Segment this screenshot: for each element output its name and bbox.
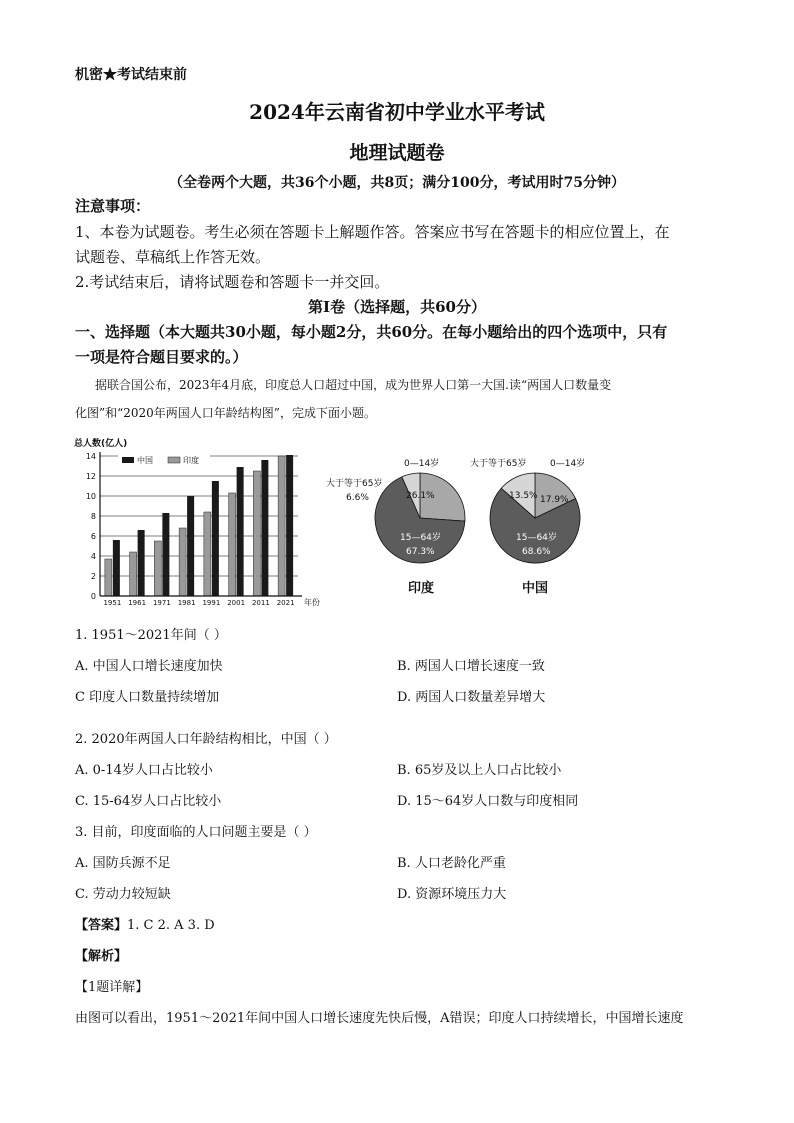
bar-china-1991 [212, 481, 219, 596]
part1-instruction-line-2: 一项是符合题目要求的。） [75, 348, 248, 366]
bar-chart-x-tick: 1981 [177, 599, 196, 607]
exam-scope: （全卷两个大题，共36个小题，共8页；满分100分，考试用时75分钟） [169, 175, 625, 191]
bar-india-1981 [179, 528, 186, 596]
bar-chart-x-tick: 2011 [251, 599, 270, 607]
india-label-0-14: 0—14岁 [404, 459, 440, 469]
answer-label: 【答案】 [75, 918, 128, 933]
bar-india-2021 [278, 456, 285, 596]
legend-china-swatch [122, 457, 134, 463]
china-value-65-plus: 13.5% [509, 491, 538, 501]
bar-india-1971 [154, 541, 161, 596]
intro-line-1: 据联合国公布，2023年4月底，印度总人口超过中国，成为世界人口第一大国.读“两国人口数量变 [95, 378, 612, 392]
legend-china-label: 中国 [137, 456, 153, 465]
legend-india-swatch [168, 457, 180, 463]
bar-chart-x-tick: 2021 [276, 599, 295, 607]
question-3-option-c: C. 劳动力较短缺 [75, 887, 171, 902]
population-bar-chart [72, 436, 332, 608]
notice-item-2: 2.考试结束后，请将试题卷和答题卡一并交回。 [75, 273, 390, 291]
answer-text: 1. C 2. A 3. D [127, 918, 215, 933]
question-2-option-b: B. 65岁及以上人口占比较小 [397, 763, 562, 778]
part1-instruction-line-1: 一、选择题（本大题共30小题，每小题2分，共60分。在每小题给出的四个选项中，只有 [75, 323, 668, 341]
exam-title: 2024年云南省初中学业水平考试 [249, 100, 545, 124]
legend-india-label: 印度 [183, 456, 199, 465]
india-value-65-plus: 6.6% [346, 493, 369, 503]
india-label-15-64: 15—64岁 [400, 533, 441, 543]
bar-chart-x-axis-label: 年份 [304, 598, 320, 607]
bar-chart-y-tick: 12 [85, 472, 96, 481]
india-pie-title: 印度 [408, 581, 435, 596]
analysis-label: 【解析】 [75, 949, 128, 964]
bar-chart-y-tick: 0 [90, 592, 96, 601]
question-2-option-d: D. 15～64岁人口数与印度相同 [397, 794, 579, 809]
bar-china-1981 [187, 496, 194, 596]
bar-india-1961 [130, 552, 137, 596]
notice-item-1-line-2: 试题卷、草稿纸上作答无效。 [75, 248, 271, 266]
question-2-option-a: A. 0-14岁人口占比较小 [75, 763, 213, 778]
question-2-stem: 2. 2020年两国人口年龄结构相比，中国（ ） [75, 732, 337, 747]
bar-china-1971 [162, 513, 169, 596]
bar-india-2011 [253, 471, 260, 596]
question-1-option-b: B. 两国人口增长速度一致 [397, 659, 545, 674]
bar-chart-x-tick: 1971 [152, 599, 171, 607]
notice-item-1-line-1: 1、本卷为试题卷。考生必须在答题卡上解题作答。答案应书写在答题卡的相应位置上，在 [75, 223, 670, 241]
china-pie-title: 中国 [522, 581, 549, 596]
china-value-15-64: 68.6% [522, 547, 551, 557]
bar-chart-y-tick: 6 [90, 532, 96, 541]
paper-subtitle: 地理试题卷 [349, 142, 445, 164]
part1-title: 第Ⅰ卷（选择题，共60分） [308, 298, 486, 316]
china-value-0-14: 17.9% [540, 495, 569, 505]
bar-india-1951 [105, 559, 112, 596]
bar-chart-y-tick: 8 [90, 512, 96, 521]
age-structure-pie-charts [320, 450, 610, 598]
question-3-option-b: B. 人口老龄化严重 [397, 856, 506, 871]
bar-china-1961 [138, 530, 145, 596]
bar-chart-y-tick: 10 [85, 492, 96, 501]
question-3-option-a: A. 国防兵源不足 [75, 856, 171, 871]
bar-india-1991 [204, 512, 211, 596]
bar-india-2001 [229, 493, 236, 596]
question-1-option-c: C 印度人口数量持续增加 [75, 690, 220, 705]
bar-chart-x-tick: 1961 [128, 599, 147, 607]
china-label-15-64: 15—64岁 [516, 533, 557, 543]
china-label-65-plus: 大于等于65岁 [470, 459, 527, 469]
question-1-option-a: A. 中国人口增长速度加快 [75, 659, 223, 674]
question-3-stem: 3. 目前，印度面临的人口问题主要是（ ） [75, 825, 317, 840]
bar-chart-x-tick: 1991 [202, 599, 221, 607]
question-1-stem: 1. 1951～2021年间（ ） [75, 628, 227, 643]
question-1-detail-label: 【1题详解】 [75, 980, 149, 995]
intro-line-2: 化图”和“2020年两国人口年龄结构图”，完成下面小题。 [75, 406, 376, 420]
question-1-option-d: D. 两国人口数量差异增大 [397, 690, 546, 705]
bar-china-1951 [113, 540, 120, 596]
bar-china-2001 [237, 467, 244, 596]
notice-heading: 注意事项： [75, 197, 151, 215]
bar-china-2011 [261, 460, 268, 596]
bar-chart-y-tick: 4 [90, 552, 96, 561]
analysis-line: 由图可以看出，1951～2021年间中国人口增长速度先快后慢，A错误；印度人口持续增长，中国增长速度 [75, 1011, 684, 1026]
india-value-15-64: 67.3% [406, 547, 435, 557]
question-3-option-d: D. 资源环境压力大 [397, 887, 507, 902]
confidential-label: 机密★考试结束前 [75, 67, 187, 83]
bar-chart-y-axis-label: 总人数(亿人) [74, 439, 128, 449]
india-value-0-14: 26.1% [406, 491, 435, 501]
answer-row [75, 914, 215, 933]
question-2-option-c: C. 15-64岁人口占比较小 [75, 794, 222, 809]
bar-chart-x-tick: 2001 [227, 599, 246, 607]
bar-china-2021 [286, 455, 293, 596]
india-label-65-plus: 大于等于65岁 [326, 479, 383, 489]
bar-chart-y-tick: 2 [90, 572, 96, 581]
china-label-0-14: 0—14岁 [550, 459, 586, 469]
bar-chart-y-tick: 14 [85, 452, 96, 461]
bar-chart-x-tick: 1951 [103, 599, 122, 607]
